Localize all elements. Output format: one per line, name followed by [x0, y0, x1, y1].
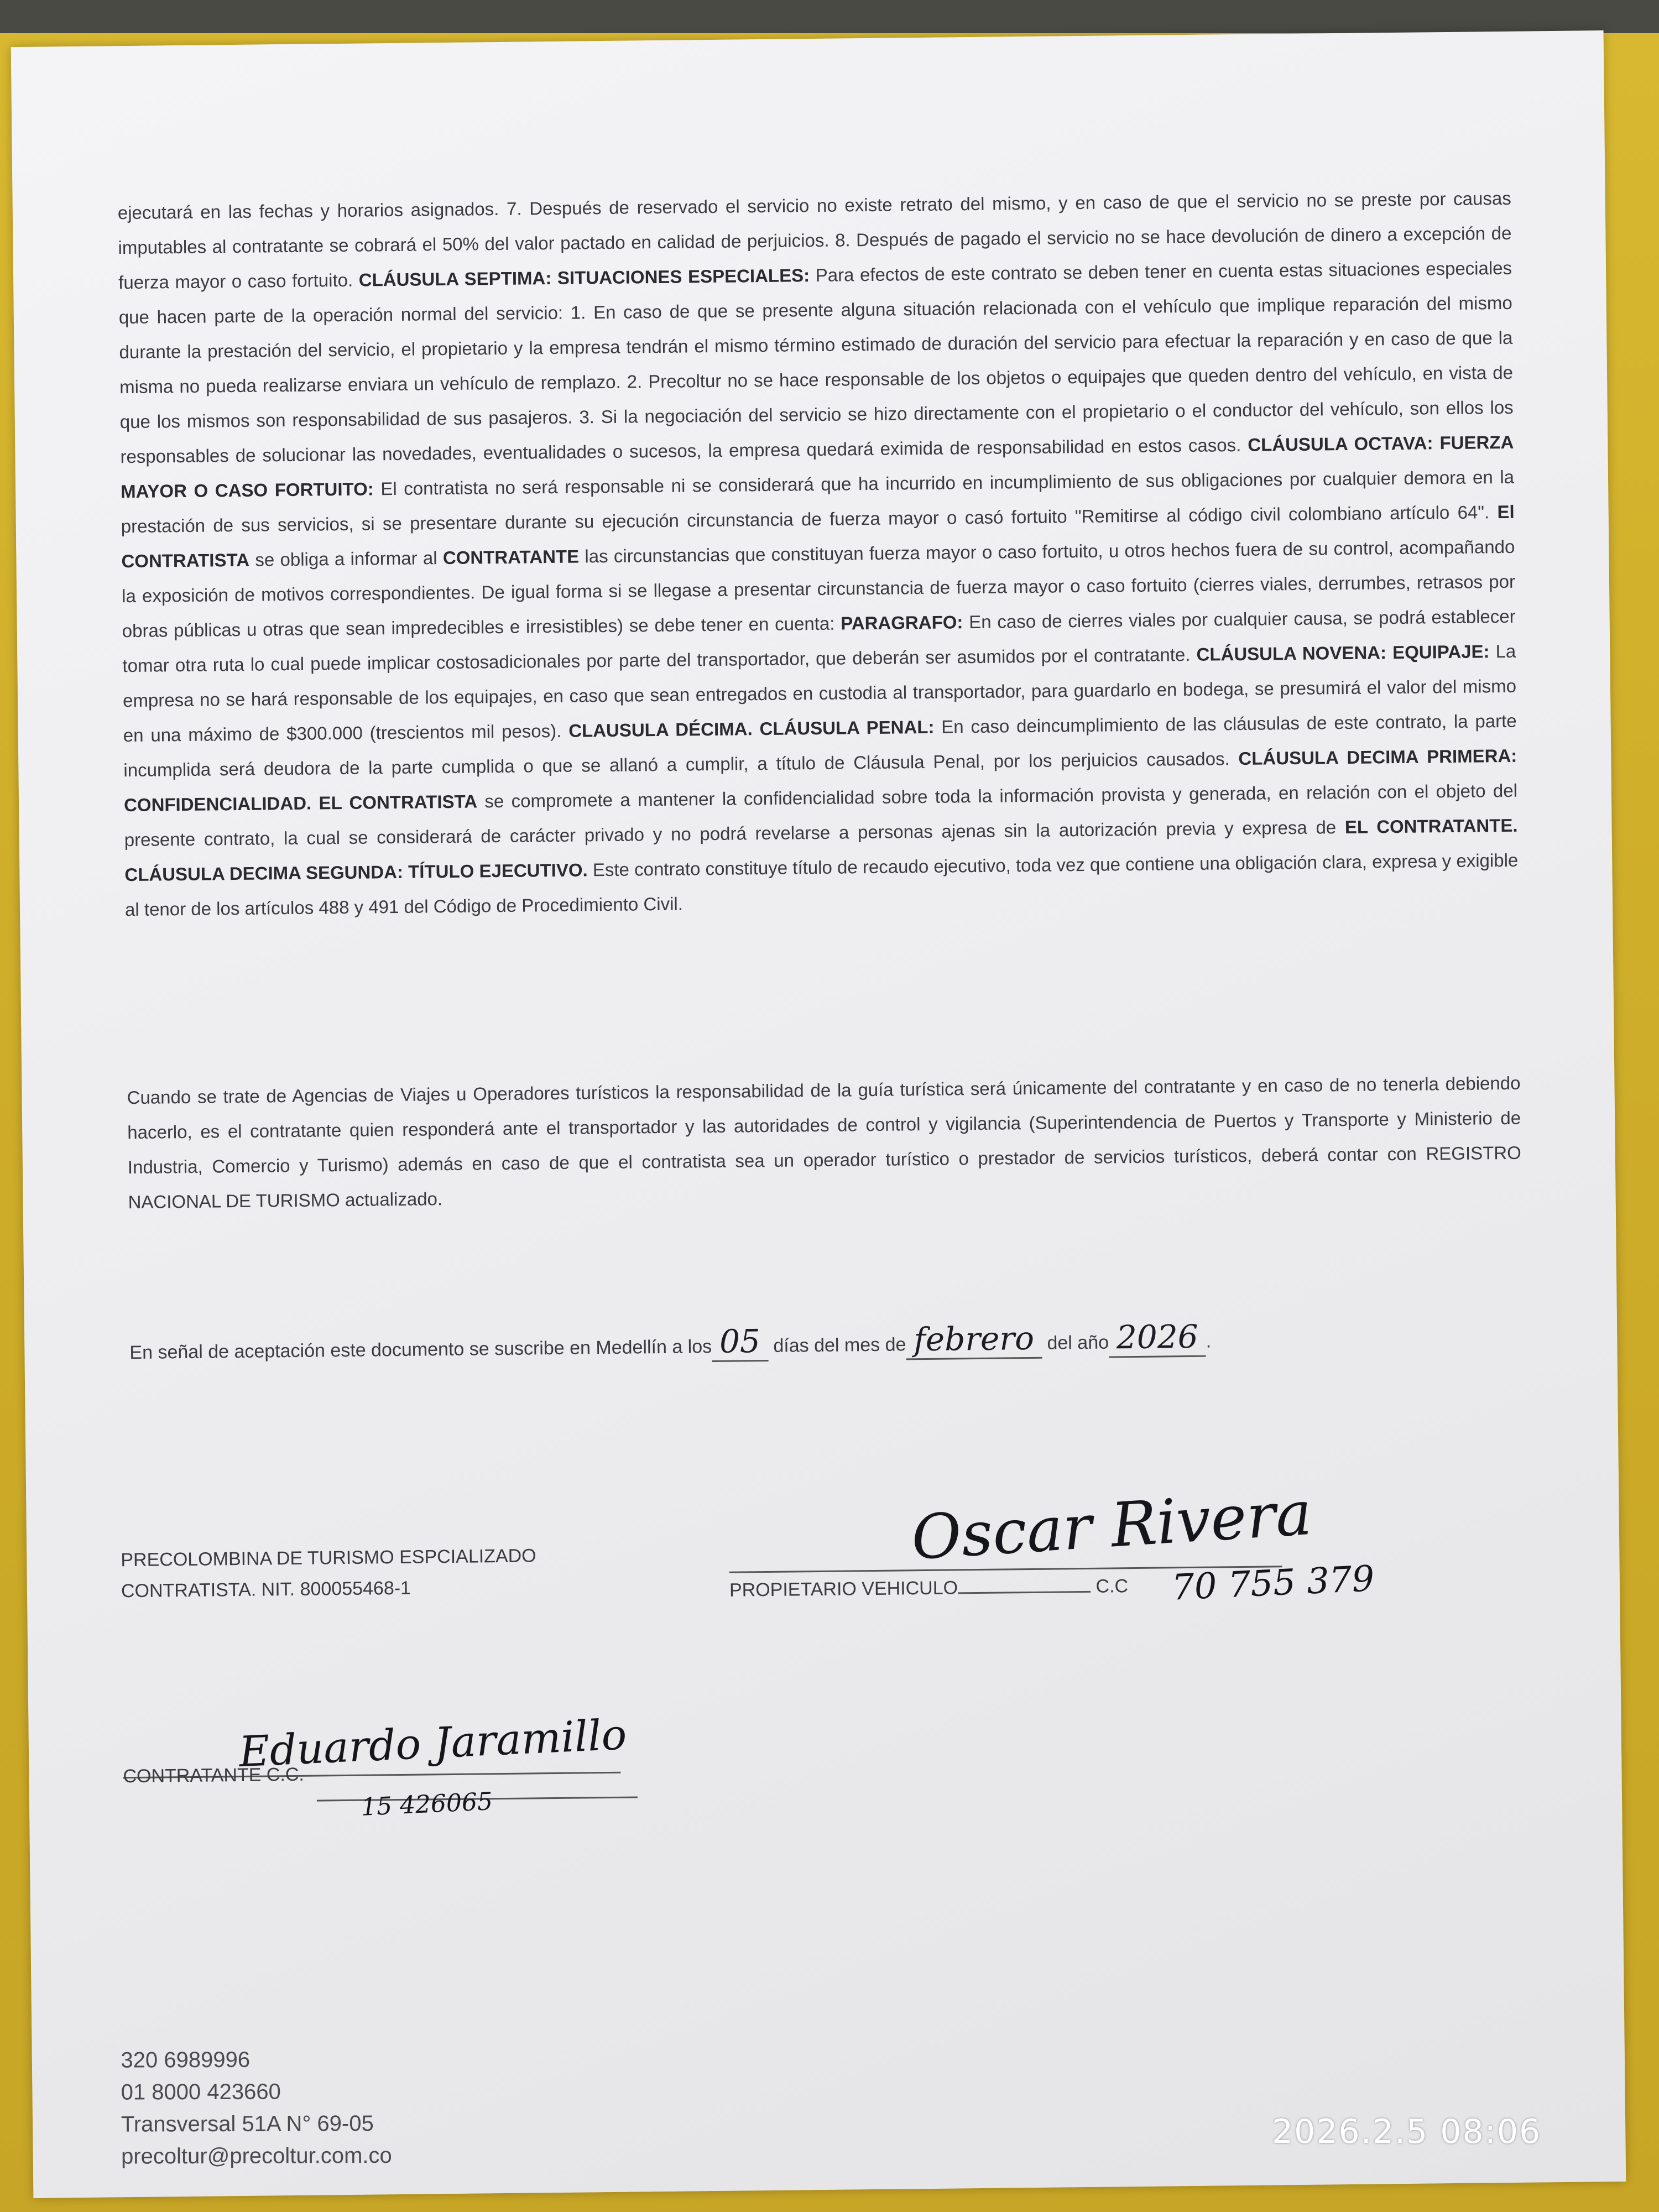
owner-signature: Oscar Rivera	[909, 1477, 1314, 1574]
owner-label: PROPIETARIO VEHICULO	[729, 1577, 958, 1601]
photo-timestamp: 2026.2.5 08:06	[1272, 2112, 1542, 2151]
acceptance-mid1: días del mes de	[773, 1334, 906, 1357]
acceptance-line	[129, 1314, 1568, 1368]
tourism-paragraph: Cuando se trate de Agencias de Viajes u Operadores turísticos la responsabilidad de la guía turística será únicamente del contratante y en caso de no tenerla debiendo hacerlo, es el contratante quien responderá ante el transportador y las autoridades de control y vigilancia (Superintendencia de Puertos y Transporte y Ministerio de Industria, Comercio y Turismo) además en caso de que el contratista sea un operador turístico o prestador de servicios turísticos, deberá contar con REGISTRO NACIONAL DE TURISMO actualizado.	[127, 1072, 1521, 1213]
contact-address: Transversal 51A N° 69-05	[121, 2111, 374, 2137]
owner-cc-label: C.C	[1095, 1575, 1129, 1597]
month-handwritten: febrero	[906, 1319, 1042, 1360]
owner-cc-handwritten: 70 755 379	[1171, 1558, 1375, 1609]
contractor-nit: CONTRATISTA. NIT. 800055468-1	[121, 1577, 411, 1602]
acceptance-mid2: del año	[1047, 1332, 1109, 1354]
acceptance-suffix: .	[1206, 1331, 1212, 1352]
owner-label-row	[729, 1575, 1129, 1601]
contact-email: precoltur@precoltur.com.co	[121, 2143, 392, 2169]
day-handwritten: 05	[712, 1322, 769, 1362]
contractor-company: PRECOLOMBINA DE TURISMO ESPCIALIZADO	[121, 1545, 536, 1571]
year-handwritten: 2026	[1109, 1318, 1206, 1358]
contratante-signature: Eduardo Jaramillo	[238, 1709, 628, 1777]
contact-info	[121, 2043, 392, 2173]
contratante-cc-handwritten: 15 426065	[360, 1787, 494, 1822]
contratante-label: CONTRATANTE C.C.	[123, 1764, 305, 1787]
contact-phone-1: 320 6989996	[121, 2047, 251, 2073]
contract-clauses: ejecutará en las fechas y horarios asignados. 7. Después de reservado el servicio no existe retrato del mismo, y en caso de que el servicio no se preste por causas imputables al contratante se cobrará el 50% del valor pactado en calidad de perjuicios. 8. Después de pagado el servicio no se hace devolución de dinero a excepción de fuerza mayor o caso fortuito. CLÁUSULA SEPTIMA: SITUACIONES ESPECIALES: Para efectos de este contrato se deben tener en cuenta estas situaciones especiales que hacen parte de la operación normal del servicio: 1. En caso de que se presente alguna situación relacionada con el vehículo que implique reparación del mismo durante la prestación del servicio, el propietario y la empresa tendrán el mismo término estimado de duración del servicio para efectuar la reparación y en caso de que la misma no pueda realizarse enviara un vehículo de remplazo. 2. Precoltur no se hace responsable de los objetos o equipajes que queden dentro del vehículo, en vista de que los mismos son responsabilidad de sus pasajeros. 3. Si la negociación del servicio se hizo directamente con el propietario o el conductor del vehículo, son ellos los responsables de solucionar las novedades, eventualidades o sucesos, la empresa quedará eximida de responsabilidad en estos casos. CLÁUSULA OCTAVA: FUERZA MAYOR O CASO FORTUITO: El contratista no será responsable ni se considerará que ha incurrido en incumplimiento de sus obligaciones por cualquier demora en la prestación de sus servicios, si se presentare durante su ejecución circunstancia de fuerza mayor o casó fortuito "Remitirse al código civil colombiano artículo 64". El CONTRATISTA se obliga a informar al CONTRATANTE las circunstancias que constituyan fuerza mayor o caso fortuito, u otros hechos fuera de su control, acompañando la exposición de motivos correspondientes. De igual forma si se llegase a presentar circunstancia de fuerza mayor o caso fortuito (cierres viales, derrumbes, retrasos por obras públicas u otras que sean impredecibles e irresistibles) se debe tener en cuenta: PARAGRAFO: En caso de cierres viales por cualquier causa, se podrá establecer tomar otra ruta lo cual puede implicar costosadicionales por parte del transportador, que deberán ser asumidos por el contratante. CLÁUSULA NOVENA: EQUIPAJE: La empresa no se hará responsable de los equipajes, en caso que sean entregados en custodia al transportador, para guardarlo en bodega, se presumirá el valor del mismo en una máximo de $300.000 (trescientos mil pesos). CLAUSULA DÉCIMA. CLÁUSULA PENAL: En caso deincumplimiento de las cláusulas de este contrato, la parte incumplida será deudora de la parte cumplida o que se allanó a cumplir, a título de Cláusula Penal, por los perjuicios causados. CLÁUSULA DECIMA PRIMERA: CONFIDENCIALIDAD. EL CONTRATISTA se compromete a mantener la confidencialidad sobre toda la información provista y generada, en relación con el objeto del presente contrato, la cual se considerará de carácter privado y no podrá revelarse a personas ajenas sin la autorización previa y expresa de EL CONTRATANTE. CLÁUSULA DECIMA SEGUNDA: TÍTULO EJECUTIVO. Este contrato constituye título de recaudo ejecutivo, toda vez que contiene una obligación clara, expresa y exigible al tenor de los artículos 488 y 491 del Código de Procedimiento Civil.	[117, 187, 1519, 920]
contact-phone-2: 01 8000 423660	[121, 2079, 281, 2105]
contract-page	[11, 30, 1626, 2198]
contractor-block	[121, 1540, 536, 1606]
acceptance-prefix: En señal de aceptación este documento se suscribe en Medellín a los	[129, 1336, 712, 1364]
